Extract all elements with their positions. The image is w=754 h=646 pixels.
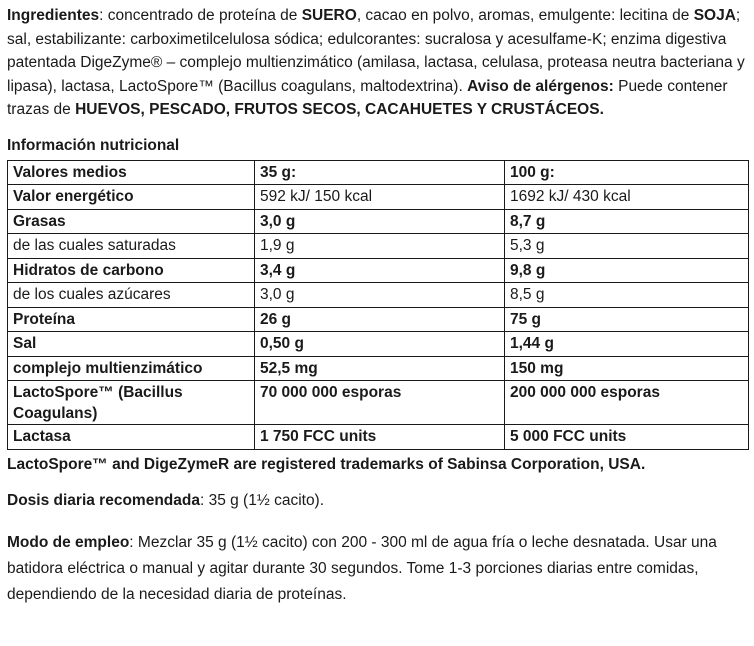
table-row: [8, 185, 749, 210]
table-row: [8, 332, 749, 357]
row-label: Valor energético: [8, 185, 255, 210]
value-per-serving: 3,0 g: [255, 283, 505, 308]
allergen-label: Aviso de alérgenos:: [467, 77, 614, 95]
row-label: LactoSpore™ (Bacillus Coagulans): [8, 381, 255, 425]
table-row: [8, 258, 749, 283]
value-per-100g: 9,8 g: [505, 258, 749, 283]
allergen-text: Puede contener trazas de: [7, 77, 728, 119]
nutrition-title: Información nutricional: [7, 136, 180, 154]
trademark-notice: LactoSpore™ and DigeZymeR are registered trademarks of Sabinsa Corporation, USA.: [7, 455, 646, 473]
row-label: Valores medios: [8, 160, 255, 185]
row-label: Lactasa: [8, 425, 255, 450]
value-per-serving: 1,9 g: [255, 234, 505, 259]
allergen-list: HUEVOS, PESCADO, FRUTOS SECOS, CACAHUETES Y CRUSTÁCEOS.: [75, 101, 604, 119]
value-per-100g: 8,5 g: [505, 283, 749, 308]
value-per-100g: 1692 kJ/ 430 kcal: [505, 185, 749, 210]
mode-text: : Mezclar 35 g (1½ cacito) con 200 - 300 ml de agua fría o leche desnatada. Usar una batidora eléctrica o manual y agitar durante 30 segundos. Tome 1-3 porciones diarias entre comidas, dependiendo de la necesidad diaria de proteínas.: [7, 533, 717, 603]
table-row: [8, 160, 749, 185]
nutrition-table: [7, 160, 749, 450]
value-per-serving: 0,50 g: [255, 332, 505, 357]
table-row: [8, 209, 749, 234]
table-row: [8, 425, 749, 450]
value-per-serving: 3,4 g: [255, 258, 505, 283]
ingredients-paragraph: [7, 4, 748, 122]
row-label: Grasas: [8, 209, 255, 234]
value-per-100g: 100 g:: [505, 160, 749, 185]
table-row: [8, 307, 749, 332]
value-per-100g: 5,3 g: [505, 234, 749, 259]
value-per-100g: 1,44 g: [505, 332, 749, 357]
usage-instructions: [7, 530, 748, 608]
value-per-100g: 200 000 000 esporas: [505, 381, 749, 425]
value-per-serving: 592 kJ/ 150 kcal: [255, 185, 505, 210]
row-label: de los cuales azúcares: [8, 283, 255, 308]
value-per-serving: 1 750 FCC units: [255, 425, 505, 450]
table-row: [8, 234, 749, 259]
value-per-100g: 5 000 FCC units: [505, 425, 749, 450]
row-label: Hidratos de carbono: [8, 258, 255, 283]
table-row: [8, 283, 749, 308]
table-row: [8, 356, 749, 381]
value-per-serving: 35 g:: [255, 160, 505, 185]
mode-label: Modo de empleo: [7, 533, 130, 551]
row-label: Proteína: [8, 307, 255, 332]
dose-text: : 35 g (1½ cacito).: [199, 491, 325, 509]
value-per-serving: 70 000 000 esporas: [255, 381, 505, 425]
value-per-100g: 75 g: [505, 307, 749, 332]
ingredient-soy: SOJA: [693, 7, 736, 24]
daily-dose: [7, 490, 748, 512]
ingredients-label: Ingredientes: [7, 7, 100, 24]
value-per-serving: 26 g: [255, 307, 505, 332]
value-per-100g: 150 mg: [505, 356, 749, 381]
value-per-serving: 3,0 g: [255, 209, 505, 234]
ingredients-text-3: ; sal, estabilizante: carboximetilcelulosa sódica; edulcorantes: sucralosa y acesulfame-K; enzima digestiva patentada DigeZyme® – complejo multienzimático (amilasa, lactasa, celulasa, proteasa neutra bacteriana y lipasa), lactasa, LactoSpore™ (Bacillus coagulans, maltodextrina).: [7, 7, 745, 95]
ingredients-text-2: , cacao en polvo, aromas, emulgente: lecitina de: [356, 7, 694, 24]
ingredient-whey: SUERO: [301, 7, 357, 24]
ingredients-text-1: : concentrado de proteína de: [99, 7, 302, 24]
row-label: Sal: [8, 332, 255, 357]
row-label: complejo multienzimático: [8, 356, 255, 381]
value-per-100g: 8,7 g: [505, 209, 749, 234]
dose-label: Dosis diaria recomendada: [7, 491, 200, 509]
table-row: [8, 381, 749, 425]
value-per-serving: 52,5 mg: [255, 356, 505, 381]
row-label: de las cuales saturadas: [8, 234, 255, 259]
